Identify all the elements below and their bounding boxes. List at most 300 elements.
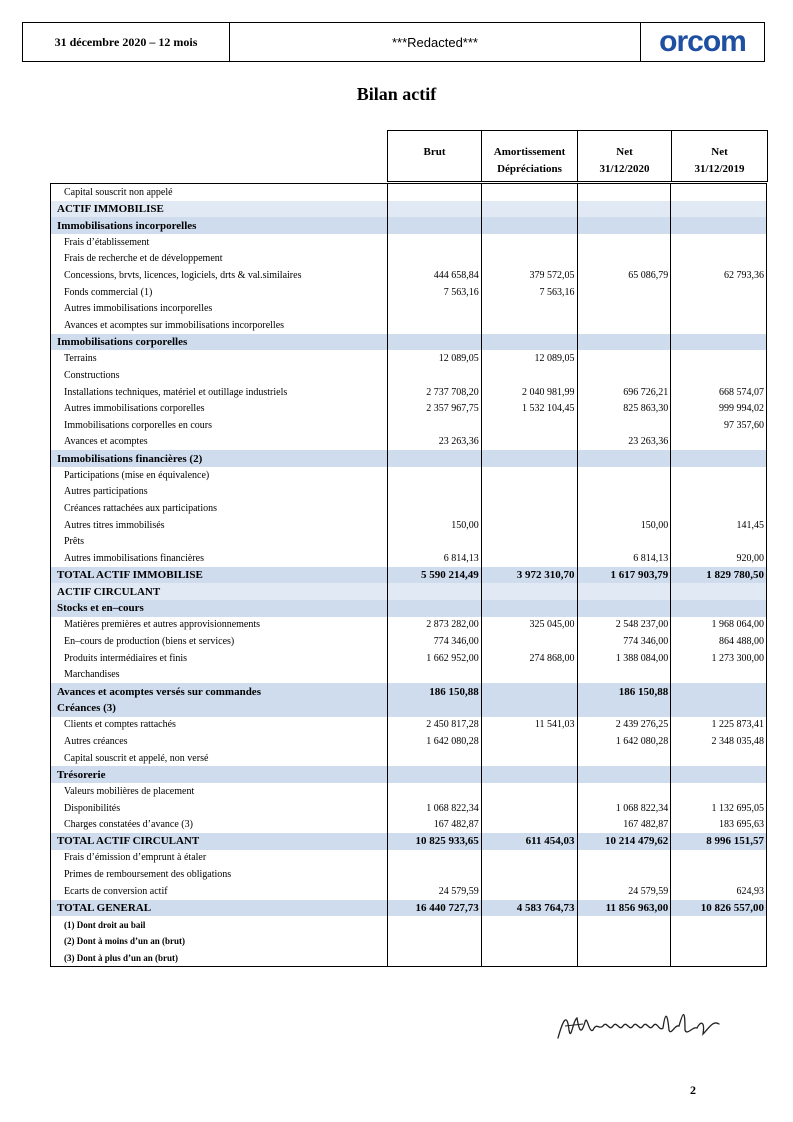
amortissement-value: [481, 417, 577, 434]
net-2020-value: 150,00: [577, 517, 671, 534]
section-row: [51, 201, 766, 218]
table-row: [51, 617, 766, 634]
total-row: [51, 567, 766, 584]
net-2019-value: [670, 467, 766, 484]
row-label: Capital souscrit et appelé, non versé: [64, 752, 209, 764]
amortissement-value: 3 972 310,70: [481, 567, 577, 584]
brut-value: [387, 184, 481, 201]
table-row: [51, 300, 766, 317]
row-label: (1) Dont droit au bail: [64, 919, 146, 930]
brut-value: [387, 700, 481, 717]
logo-cell: [641, 23, 764, 61]
row-label: Prêts: [64, 536, 84, 548]
net-2019-value: [670, 916, 766, 933]
row-label: Ecarts de conversion actif: [64, 885, 168, 897]
table-row: [51, 484, 766, 501]
net-2019-value: [670, 949, 766, 966]
brut-value: [387, 251, 481, 268]
net-2019-value: [670, 184, 766, 201]
net-2019-value: 920,00: [670, 550, 766, 567]
net-2019-value: 1 968 064,00: [670, 617, 766, 634]
net-2020-value: 24 579,59: [577, 883, 671, 900]
brut-value: [387, 933, 481, 950]
col-header-text: Dépréciations: [497, 163, 562, 175]
net-2020-value: [577, 450, 671, 467]
table-row: [51, 467, 766, 484]
net-2019-value: [670, 683, 766, 700]
row-label: TOTAL GENERAL: [57, 901, 152, 914]
row-label: Fonds commercial (1): [64, 286, 153, 298]
brut-value: [387, 467, 481, 484]
amortissement-value: [481, 201, 577, 218]
table-row: [51, 517, 766, 534]
row-label: Installations techniques, matériel et outillage industriels: [64, 386, 288, 398]
net-2020-value: 6 814,13: [577, 550, 671, 567]
brut-value: [387, 949, 481, 966]
net-2019-value: [670, 450, 766, 467]
net-2020-value: 1 617 903,79: [577, 567, 671, 584]
net-2020-value: 1 642 080,28: [577, 733, 671, 750]
col-header-text: Amortissement: [493, 146, 566, 158]
total-row: [51, 683, 766, 700]
row-label: (3) Dont à plus d’un an (brut): [64, 952, 179, 963]
net-2019-value: 999 994,02: [670, 400, 766, 417]
net-2019-value: [670, 350, 766, 367]
amortissement-value: [481, 533, 577, 550]
row-label: Autres immobilisations financières: [64, 552, 204, 564]
net-2019-value: [670, 850, 766, 867]
table-row: [51, 533, 766, 550]
net-2019-value: [670, 533, 766, 550]
total-row: [51, 900, 766, 917]
brut-value: [387, 334, 481, 351]
amortissement-value: [481, 800, 577, 817]
amortissement-value: [481, 766, 577, 783]
amortissement-value: [481, 866, 577, 883]
net-2019-value: 624,93: [670, 883, 766, 900]
row-label: Autres titres immobilisés: [64, 519, 165, 531]
page-number: 2: [690, 1083, 696, 1097]
amortissement-value: [481, 517, 577, 534]
net-2019-value: [670, 866, 766, 883]
net-2020-value: [577, 350, 671, 367]
brut-value: 444 658,84: [387, 267, 481, 284]
row-label: Frais d’établissement: [64, 236, 150, 248]
net-2020-value: 11 856 963,00: [577, 900, 671, 917]
net-2019-value: [670, 667, 766, 684]
row-label: Autres participations: [64, 486, 148, 498]
table-row: [51, 866, 766, 883]
column-headers: [388, 130, 768, 182]
table-row: [51, 384, 766, 401]
table-row: [51, 667, 766, 684]
brut-value: [387, 866, 481, 883]
row-label: Produits intermédiaires et finis: [64, 652, 188, 664]
row-label: ACTIF IMMOBILISE: [57, 202, 164, 215]
row-label: Concessions, brvts, licences, logiciels, drts & val.similaires: [64, 270, 302, 282]
row-label: Marchandises: [64, 669, 120, 681]
section-row: [51, 600, 766, 617]
brut-value: [387, 783, 481, 800]
section-row: [51, 217, 766, 234]
table-row: [51, 550, 766, 567]
brut-value: [387, 317, 481, 334]
col-header-text: Net: [616, 146, 633, 158]
section-row: [51, 766, 766, 783]
signature-image: [553, 1000, 733, 1050]
brut-value: 2 357 967,75: [387, 400, 481, 417]
row-label: ACTIF CIRCULANT: [57, 585, 161, 598]
net-2020-value: [577, 417, 671, 434]
row-label: TOTAL ACTIF IMMOBILISE: [57, 569, 203, 582]
amortissement-value: [481, 217, 577, 234]
table-row: [51, 284, 766, 301]
row-label: Créances (3): [57, 702, 116, 715]
brut-value: 1 642 080,28: [387, 733, 481, 750]
net-2020-value: [577, 600, 671, 617]
net-2019-value: [670, 750, 766, 767]
row-label: Valeurs mobilières de placement: [64, 785, 195, 797]
table-row: [51, 717, 766, 734]
brut-value: [387, 600, 481, 617]
amortissement-value: [481, 234, 577, 251]
net-2019-value: 2 348 035,48: [670, 733, 766, 750]
table-row: [51, 251, 766, 268]
net-2019-value: [670, 334, 766, 351]
brut-value: 23 263,36: [387, 434, 481, 451]
table-row: [51, 400, 766, 417]
net-2020-value: [577, 217, 671, 234]
net-2020-value: [577, 334, 671, 351]
table-row: [51, 350, 766, 367]
amortissement-value: [481, 783, 577, 800]
brut-value: [387, 766, 481, 783]
net-2019-value: [670, 583, 766, 600]
row-label: Constructions: [64, 369, 120, 381]
net-2020-value: 825 863,30: [577, 400, 671, 417]
net-2019-value: [670, 284, 766, 301]
row-label: Stocks et en–cours: [57, 602, 144, 615]
net-2020-value: [577, 317, 671, 334]
net-2020-value: 696 726,21: [577, 384, 671, 401]
table-row: [51, 816, 766, 833]
row-label: Capital souscrit non appelé: [64, 186, 173, 198]
amortissement-value: [481, 600, 577, 617]
table-row: [51, 234, 766, 251]
brut-value: 2 737 708,20: [387, 384, 481, 401]
amortissement-value: 2 040 981,99: [481, 384, 577, 401]
amortissement-value: [481, 700, 577, 717]
table-row: [51, 750, 766, 767]
amortissement-value: 611 454,03: [481, 833, 577, 850]
brut-value: [387, 201, 481, 218]
amortissement-value: [481, 583, 577, 600]
row-label: Participations (mise en équivalence): [64, 469, 210, 481]
amortissement-value: [481, 850, 577, 867]
table-row: [51, 434, 766, 451]
row-label: (2) Dont à moins d’un an (brut): [64, 936, 186, 947]
brut-value: [387, 667, 481, 684]
amortissement-value: [481, 750, 577, 767]
net-2019-value: 97 357,60: [670, 417, 766, 434]
net-2020-value: [577, 850, 671, 867]
row-label: Disponibilités: [64, 802, 121, 814]
col-header-text: Brut: [423, 146, 446, 158]
net-2019-value: [670, 434, 766, 451]
amortissement-value: [481, 251, 577, 268]
brut-value: [387, 500, 481, 517]
row-label: TOTAL ACTIF CIRCULANT: [57, 835, 200, 848]
brut-value: 1 068 822,34: [387, 800, 481, 817]
note-row: [51, 933, 766, 950]
brut-value: 10 825 933,65: [387, 833, 481, 850]
net-2020-value: 1 388 084,00: [577, 650, 671, 667]
row-label: En–cours de production (biens et services): [64, 636, 235, 648]
amortissement-value: [481, 484, 577, 501]
balance-sheet-table: [50, 183, 767, 967]
brut-value: [387, 367, 481, 384]
row-label: Autres immobilisations corporelles: [64, 403, 205, 415]
net-2019-value: [670, 600, 766, 617]
net-2020-value: [577, 866, 671, 883]
row-label: Avances et acomptes sur immobilisations incorporelles: [64, 319, 285, 331]
net-2020-value: 774 346,00: [577, 633, 671, 650]
table-row: [51, 367, 766, 384]
col-header-text: Net: [711, 146, 728, 158]
net-2020-value: [577, 583, 671, 600]
net-2019-value: 1 225 873,41: [670, 717, 766, 734]
row-label: Clients et comptes rattachés: [64, 719, 176, 731]
amortissement-value: 12 089,05: [481, 350, 577, 367]
amortissement-value: [481, 733, 577, 750]
brut-value: [387, 234, 481, 251]
amortissement-value: [481, 949, 577, 966]
note-row: [51, 916, 766, 933]
net-2019-value: 1 132 695,05: [670, 800, 766, 817]
brut-value: 5 590 214,49: [387, 567, 481, 584]
net-2020-value: [577, 700, 671, 717]
net-2020-value: 186 150,88: [577, 683, 671, 700]
net-2019-value: 8 996 151,57: [670, 833, 766, 850]
net-2019-value: [670, 317, 766, 334]
section-row: [51, 583, 766, 600]
row-label: Immobilisations corporelles en cours: [64, 419, 213, 431]
row-label: Immobilisations corporelles: [57, 336, 188, 349]
amortissement-value: [481, 683, 577, 700]
amortissement-value: [481, 300, 577, 317]
brut-value: 2 450 817,28: [387, 717, 481, 734]
brut-value: 24 579,59: [387, 883, 481, 900]
amortissement-value: 4 583 764,73: [481, 900, 577, 917]
col-header-amortissement: [481, 130, 578, 182]
net-2019-value: 668 574,07: [670, 384, 766, 401]
amortissement-value: [481, 434, 577, 451]
net-2020-value: [577, 284, 671, 301]
brut-value: [387, 300, 481, 317]
period-label: 31 décembre 2020 – 12 mois: [23, 23, 230, 61]
net-2020-value: 2 548 237,00: [577, 617, 671, 634]
amortissement-value: [481, 467, 577, 484]
row-label: Avances et acomptes versés sur commandes: [57, 685, 261, 698]
col-header-text: 31/12/2020: [599, 163, 650, 175]
amortissement-value: [481, 667, 577, 684]
table-row: [51, 650, 766, 667]
net-2019-value: [670, 500, 766, 517]
net-2020-value: 2 439 276,25: [577, 717, 671, 734]
net-2020-value: [577, 533, 671, 550]
net-2020-value: 167 482,87: [577, 816, 671, 833]
col-header-net-2019: [671, 130, 768, 182]
amortissement-value: [481, 633, 577, 650]
net-2019-value: 62 793,36: [670, 267, 766, 284]
brut-value: [387, 484, 481, 501]
net-2020-value: [577, 201, 671, 218]
amortissement-value: [481, 883, 577, 900]
net-2019-value: [670, 783, 766, 800]
amortissement-value: 325 045,00: [481, 617, 577, 634]
net-2020-value: 65 086,79: [577, 267, 671, 284]
net-2019-value: [670, 484, 766, 501]
brut-value: 2 873 282,00: [387, 617, 481, 634]
brut-value: [387, 916, 481, 933]
net-2019-value: 183 695,63: [670, 816, 766, 833]
net-2020-value: [577, 766, 671, 783]
table-row: [51, 733, 766, 750]
table-row: [51, 783, 766, 800]
note-row: [51, 949, 766, 966]
brut-value: 774 346,00: [387, 633, 481, 650]
col-header-brut: [387, 130, 482, 182]
brut-value: 150,00: [387, 517, 481, 534]
page-header: [22, 22, 765, 62]
net-2019-value: [670, 933, 766, 950]
brut-value: 6 814,13: [387, 550, 481, 567]
amortissement-value: [481, 933, 577, 950]
orcom-logo: orcom: [659, 25, 746, 58]
table-row: [51, 500, 766, 517]
brut-value: [387, 450, 481, 467]
brut-value: [387, 217, 481, 234]
amortissement-value: 274 868,00: [481, 650, 577, 667]
net-2019-value: 864 488,00: [670, 633, 766, 650]
net-2020-value: [577, 484, 671, 501]
row-label: Immobilisations incorporelles: [57, 219, 197, 232]
amortissement-value: 7 563,16: [481, 284, 577, 301]
section-row: [51, 334, 766, 351]
net-2020-value: 23 263,36: [577, 434, 671, 451]
amortissement-value: [481, 317, 577, 334]
row-label: Frais d’émission d’emprunt à étaler: [64, 852, 207, 864]
brut-value: 7 563,16: [387, 284, 481, 301]
brut-value: 16 440 727,73: [387, 900, 481, 917]
net-2020-value: 1 068 822,34: [577, 800, 671, 817]
table-row: [51, 633, 766, 650]
amortissement-value: 379 572,05: [481, 267, 577, 284]
net-2019-value: [670, 766, 766, 783]
net-2020-value: [577, 234, 671, 251]
net-2019-value: [670, 201, 766, 218]
table-row: [51, 883, 766, 900]
brut-value: [387, 750, 481, 767]
row-label: Créances rattachées aux participations: [64, 502, 217, 514]
row-label: Autres immobilisations incorporelles: [64, 303, 213, 315]
net-2019-value: [670, 700, 766, 717]
brut-value: [387, 583, 481, 600]
net-2019-value: [670, 300, 766, 317]
table-row: [51, 184, 766, 201]
net-2020-value: [577, 667, 671, 684]
amortissement-value: 11 541,03: [481, 717, 577, 734]
col-header-net-2020: [577, 130, 672, 182]
amortissement-value: [481, 916, 577, 933]
net-2020-value: [577, 184, 671, 201]
brut-value: [387, 850, 481, 867]
row-label: Primes de remboursement des obligations: [64, 869, 232, 881]
amortissement-value: 1 532 104,45: [481, 400, 577, 417]
amortissement-value: [481, 334, 577, 351]
net-2020-value: [577, 750, 671, 767]
net-2020-value: [577, 467, 671, 484]
company-name: ***Redacted***: [230, 23, 641, 61]
table-row: [51, 317, 766, 334]
net-2019-value: 10 826 557,00: [670, 900, 766, 917]
amortissement-value: [481, 816, 577, 833]
table-row: [51, 800, 766, 817]
table-row: [51, 267, 766, 284]
net-2020-value: [577, 300, 671, 317]
net-2019-value: [670, 251, 766, 268]
net-2020-value: [577, 949, 671, 966]
net-2020-value: [577, 933, 671, 950]
row-label: Immobilisations financières (2): [57, 452, 203, 465]
net-2020-value: [577, 251, 671, 268]
amortissement-value: [481, 184, 577, 201]
amortissement-value: [481, 450, 577, 467]
brut-value: [387, 533, 481, 550]
net-2019-value: [670, 367, 766, 384]
section-row: [51, 450, 766, 467]
total-row: [51, 833, 766, 850]
row-label: Trésorerie: [57, 768, 106, 781]
net-2020-value: [577, 916, 671, 933]
net-2020-value: [577, 367, 671, 384]
section-row: [51, 700, 766, 717]
page-title: Bilan actif: [356, 84, 437, 104]
brut-value: 186 150,88: [387, 683, 481, 700]
net-2019-value: 141,45: [670, 517, 766, 534]
net-2019-value: [670, 217, 766, 234]
net-2019-value: 1 829 780,50: [670, 567, 766, 584]
net-2020-value: 10 214 479,62: [577, 833, 671, 850]
net-2020-value: [577, 500, 671, 517]
row-label: Avances et acomptes: [64, 436, 148, 448]
net-2019-value: 1 273 300,00: [670, 650, 766, 667]
row-label: Matières premières et autres approvisionnements: [64, 619, 261, 631]
row-label: Charges constatées d’avance (3): [64, 819, 193, 831]
brut-value: 167 482,87: [387, 816, 481, 833]
row-label: Autres créances: [64, 735, 128, 747]
col-header-text: 31/12/2019: [694, 163, 745, 175]
brut-value: [387, 417, 481, 434]
amortissement-value: [481, 550, 577, 567]
amortissement-value: [481, 367, 577, 384]
row-label: Frais de recherche et de développement: [64, 253, 223, 265]
brut-value: 1 662 952,00: [387, 650, 481, 667]
net-2019-value: [670, 234, 766, 251]
brut-value: 12 089,05: [387, 350, 481, 367]
amortissement-value: [481, 500, 577, 517]
row-label: Terrains: [64, 353, 97, 365]
